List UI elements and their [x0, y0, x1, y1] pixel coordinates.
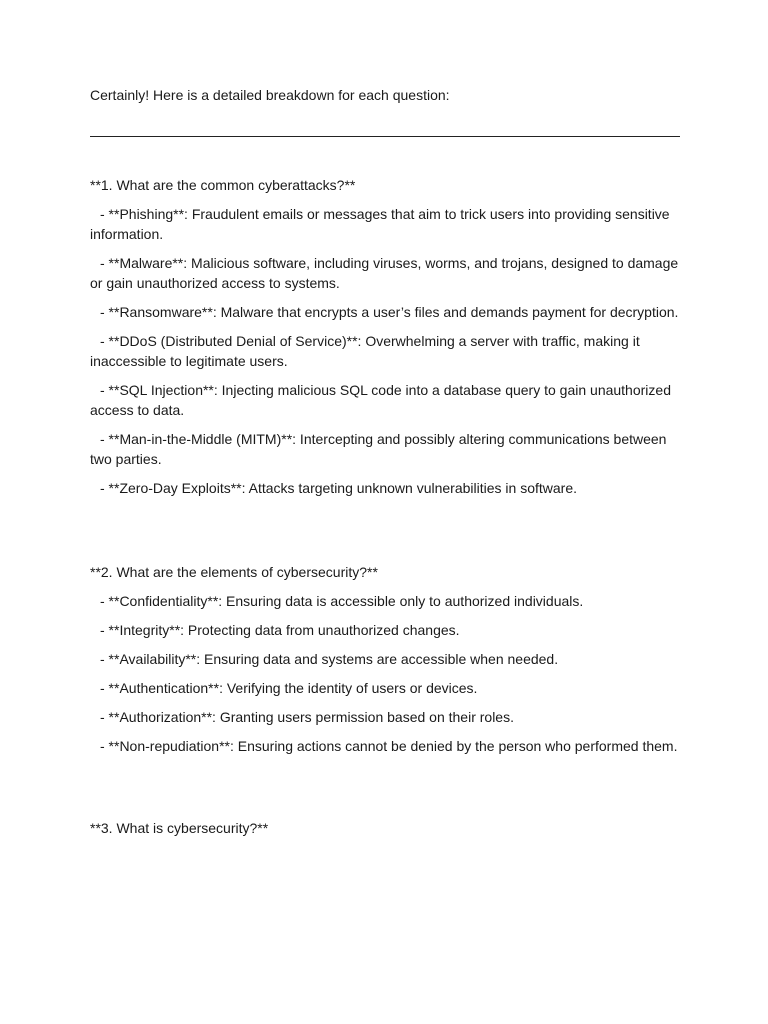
list-item-authorization — [90, 707, 680, 727]
list-item-zero-day — [90, 478, 680, 498]
list-item-text: - **Integrity**: Protecting data from unauthorized changes. — [100, 622, 460, 638]
list-item-confidentiality — [90, 591, 680, 611]
list-item-non-repudiation — [90, 736, 680, 756]
list-item-text: - **SQL Injection**: Injecting malicious SQL code into a database query to gain unauthorized access to data. — [90, 382, 671, 418]
list-item-text: - **DDoS (Distributed Denial of Service)**: Overwhelming a server with traffic, making it inaccessible to legitimate users. — [90, 333, 640, 369]
list-item-ddos — [90, 331, 680, 371]
list-item-malware — [90, 253, 680, 293]
list-item-availability — [90, 649, 680, 669]
section-elements-of-cybersecurity — [90, 562, 680, 765]
list-item-text: - **Zero-Day Exploits**: Attacks targeting unknown vulnerabilities in software. — [100, 480, 577, 496]
list-item-text: - **Ransomware**: Malware that encrypts a user’s files and demands payment for decryption. — [100, 304, 679, 320]
list-item-text: - **Non-repudiation**: Ensuring actions cannot be denied by the person who performed them. — [100, 738, 678, 754]
section-heading: **1. What are the common cyberattacks?** — [90, 177, 356, 193]
list-item-text: - **Phishing**: Fraudulent emails or messages that aim to trick users into providing sensitive information. — [90, 206, 670, 242]
list-item-phishing — [90, 204, 680, 244]
list-item-text: - **Confidentiality**: Ensuring data is accessible only to authorized individuals. — [100, 593, 584, 609]
list-item-text: - **Availability**: Ensuring data and systems are accessible when needed. — [100, 651, 559, 667]
list-item-authentication — [90, 678, 680, 698]
horizontal-divider — [90, 136, 680, 137]
section-common-cyberattacks — [90, 175, 680, 507]
section-heading: **2. What are the elements of cybersecurity?** — [90, 564, 378, 580]
list-item-sql-injection — [90, 380, 680, 420]
list-item-integrity — [90, 620, 680, 640]
list-item-text: - **Authorization**: Granting users permission based on their roles. — [100, 709, 514, 725]
list-item-mitm — [90, 429, 680, 469]
section-heading: **3. What is cybersecurity?** — [90, 820, 269, 836]
list-item-text: - **Malware**: Malicious software, including viruses, worms, and trojans, designed to damage or gain unauthorized access to systems. — [90, 255, 679, 291]
intro-text: Certainly! Here is a detailed breakdown for each question: — [90, 87, 450, 103]
section-what-is-cybersecurity — [90, 818, 680, 847]
list-item-ransomware — [90, 302, 680, 322]
list-item-text: - **Man-in-the-Middle (MITM)**: Intercepting and possibly altering communications between two parties. — [90, 431, 667, 467]
list-item-text: - **Authentication**: Verifying the identity of users or devices. — [100, 680, 478, 696]
